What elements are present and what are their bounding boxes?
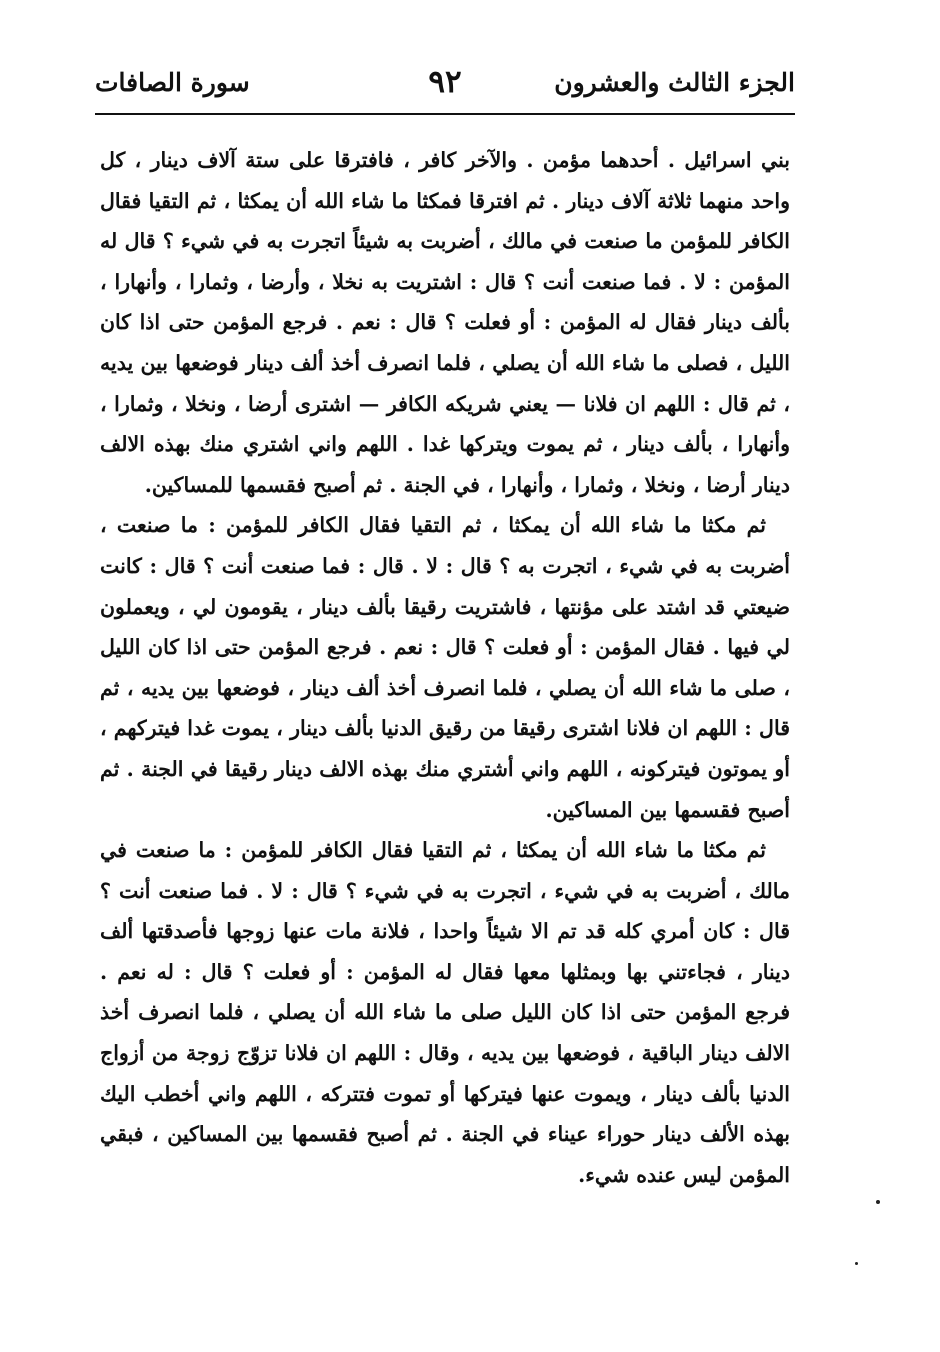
paragraph-2: ثم مكثا ما شاء الله أن يمكثا ، ثم التقيا فقال الكافر للمؤمن : ما صنعت ، أضربت به في شيء ، اتجرت به ؟ قال : لا . قال : فما صنعت أنت ؟ قال : كانت ضيعتي قد اشتد على مؤنتها ، فاشتريت رقيقا بألف دينار ، يقومون لي ، ويعملون لي فيها . فقال المؤمن : أو فعلت ؟ قال : نعم . فرجع المؤمن حتى اذا كان الليل ، صلى ما شاء الله أن يصلي ، فلما انصرف أخذ ألف دينار ، فوضعها بين يديه ، ثم قال : اللهم ان فلانا اشترى رقيقا من رقيق الدنيا بألف دينار ، يموت غدا فيتركهم ، أو يموتون فيتركونه ، اللهم واني أشتري منك بهذه الالف دينار رقيقا في الجنة . ثم أصبح فقسمها بين المساكين.	[100, 513, 790, 822]
body-text	[100, 140, 790, 1195]
paragraph-1: بني اسرائيل . أحدهما مؤمن . والآخر كافر ، فافترقا على ستة آلاف دينار ، كل واحد منهما ثلاثة آلاف دينار . ثم افترقا فمكثا ما شاء الله أن يمكثا ، ثم التقيا فقال الكافر للمؤمن ما صنعت في مالك ، أضربت به شيئاً اتجرت به في شيء ؟ قال له المؤمن : لا . فما صنعت أنت ؟ قال : اشتريت به نخلا ، وأرضا ، وثمارا ، وأنهارا ، بألف دينار فقال له المؤمن : أو فعلت ؟ قال : نعم . فرجع المؤمن حتى اذا كان الليل ، فصلى ما شاء الله أن يصلي ، فلما انصرف أخذ ألف دينار فوضعها بين يديه ، ثم قال : اللهم ان فلانا — يعني شريكه الكافر — اشترى أرضا ، ونخلا ، وثمارا ، وأنهارا ، بألف دينار ، ثم يموت ويتركها غدا . اللهم واني اشتري منك بهذه الالف دينار أرضا ، ونخلا ، وثمارا ، وأنهارا ، في الجنة . ثم أصبح فقسمها للمساكين.	[100, 148, 790, 497]
header-rule	[95, 113, 795, 115]
page-number: ٩٢	[428, 64, 462, 100]
speck-mark	[855, 1262, 858, 1265]
page-header	[95, 64, 795, 108]
part-title: الجزء الثالث والعشرون	[554, 68, 795, 97]
surah-title: سورة الصافات	[95, 68, 250, 97]
paragraph-3: ثم مكثا ما شاء الله أن يمكثا ، ثم التقيا فقال الكافر للمؤمن : ما صنعت في مالك ، أضربت به في شيء ، اتجرت به في شيء ؟ قال : لا . فما صنعت أنت ؟ قال : كان أمري كله قد تم الا شيئاً واحدا ، فلانة مات عنها زوجها فأصدقتها ألف دينار ، فجاءتني بها وبمثلها معها فقال له المؤمن : أو فعلت ؟ قال : له نعم . فرجع المؤمن حتى اذا كان الليل صلى ما شاء الله أن يصلي ، فلما انصرف أخذ الالف دينار الباقية ، فوضعها بين يديه ، وقال : اللهم ان فلانا تزوّج زوجة من أزواج الدنيا بألف دينار ، ويموت عنها فيتركها أو تموت فتتركه ، اللهم واني أخطب اليك بهذه الألف دينار حوراء عيناء في الجنة . ثم أصبح فقسمها بين المساكين ، فبقي المؤمن ليس عنده شيء.	[100, 838, 790, 1187]
speck-mark	[876, 1200, 880, 1204]
